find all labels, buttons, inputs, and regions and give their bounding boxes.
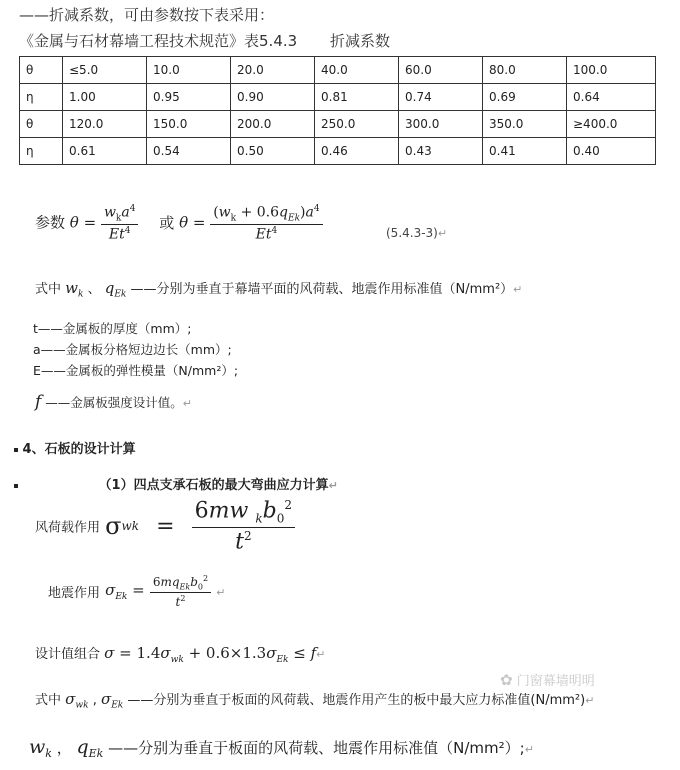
formula-or: 或: [159, 213, 175, 232]
table-cell: 80.0: [483, 57, 567, 84]
table-cell: 0.43: [399, 138, 483, 165]
wechat-icon: ✿: [500, 671, 513, 689]
bullet-icon: [14, 484, 18, 488]
table-cell: 0.74: [399, 84, 483, 111]
variable-definitions: [33, 318, 238, 381]
section-heading-4: 4、石板的设计计算: [14, 438, 136, 457]
table-row-header: η: [20, 138, 63, 165]
formula-design-combination: 设计值组合 $\sigma = 1.4\sigma_{wk} + 0.6\times 1.3\sigma_{Ek}$ ≤ f↵: [35, 644, 326, 665]
formula-theta: 参数 θ = $w_ka^4$ Et$^4$ 或 θ = $(w_k + 0.6q_{Ek})a^4$ Et$^4$: [35, 204, 323, 243]
table-cell: 0.61: [63, 138, 147, 165]
table-cell: 0.41: [483, 138, 567, 165]
formula-prefix: 参数: [35, 213, 66, 232]
table-cell: 200.0: [231, 111, 315, 138]
table-row-header: θ: [20, 111, 63, 138]
definition-wk-qek-stone: $w_k$ ， $q_{Ek}$ ——分别为垂直于板面的风荷载、地震作用标准值（N/mm²）;↵: [29, 736, 534, 760]
table-row: [20, 111, 656, 138]
table-row-header: η: [20, 84, 63, 111]
table-cell: 250.0: [315, 111, 399, 138]
def-t: t——金属板的厚度（mm）;: [33, 321, 192, 336]
bullet-icon: [14, 448, 18, 452]
table-cell: 350.0: [483, 111, 567, 138]
table-cell: 0.40: [567, 138, 656, 165]
formula-quake-stress: 地震作用 $\sigma_{Ek}$ = $6mq_{Ek}b_0^2$ $t^2$ ↵: [48, 574, 226, 610]
table-cell: 20.0: [231, 57, 315, 84]
table-row: [20, 138, 656, 165]
table-cell: ≤5.0: [63, 57, 147, 84]
table-cell: 0.90: [231, 84, 315, 111]
table-cell: 1.00: [63, 84, 147, 111]
table-cell: 100.0: [567, 57, 656, 84]
definition-wk-qek: 式中 $w_k$ 、 $q_{Ek}$ ——分别为垂直于幕墙平面的风荷载、地震作用标准值（N/mm²）↵: [35, 279, 523, 300]
table-row-header: θ: [20, 57, 63, 84]
table-caption-label: 折减系数: [329, 32, 390, 50]
table-cell: 120.0: [63, 111, 147, 138]
table-cell: 0.64: [567, 84, 656, 111]
reduction-coefficient-table: [19, 56, 656, 165]
table-cell: 0.95: [147, 84, 231, 111]
intro-line: ——折减系数，可由参数按下表采用：: [19, 6, 275, 24]
def-E: E——金属板的弹性模量（N/mm²）;: [33, 363, 239, 378]
table-cell: 60.0: [399, 57, 483, 84]
table-cell: 40.0: [315, 57, 399, 84]
table-cell: 0.69: [483, 84, 567, 111]
table-cell: ≥400.0: [567, 111, 656, 138]
table-cell: 150.0: [147, 111, 231, 138]
watermark: ✿ 门窗幕墙明明: [500, 671, 595, 689]
formula-wind-stress: 风荷载作用 σwk = $\frac{6mw _kb_0^2}{t^2}$: [35, 498, 295, 554]
equation-number: (5.4.3-3)↵: [386, 226, 448, 240]
table-cell: 0.50: [231, 138, 315, 165]
subsection-heading-1: （1）四点支承石板的最大弯曲应力计算↵: [14, 474, 338, 493]
definition-sigma: 式中 $\sigma_{wk}$ , $\sigma_{Ek}$ ——分别为垂直于板面的风荷载、地震作用产生的板中最大应力标准值(N/mm²)↵: [35, 690, 595, 711]
def-a: a——金属板分格短边边长（mm）;: [33, 342, 232, 357]
table-caption: [19, 30, 390, 51]
table-row: [20, 57, 656, 84]
table-cell: 0.81: [315, 84, 399, 111]
table-caption-title: 《金属与石材幕墙工程技术规范》表5.4.3: [19, 32, 298, 50]
definition-f: f ——金属板强度设计值。↵: [35, 392, 193, 412]
table-cell: 300.0: [399, 111, 483, 138]
table-cell: 0.54: [147, 138, 231, 165]
table-cell: 10.0: [147, 57, 231, 84]
table-row: [20, 84, 656, 111]
table-cell: 0.46: [315, 138, 399, 165]
